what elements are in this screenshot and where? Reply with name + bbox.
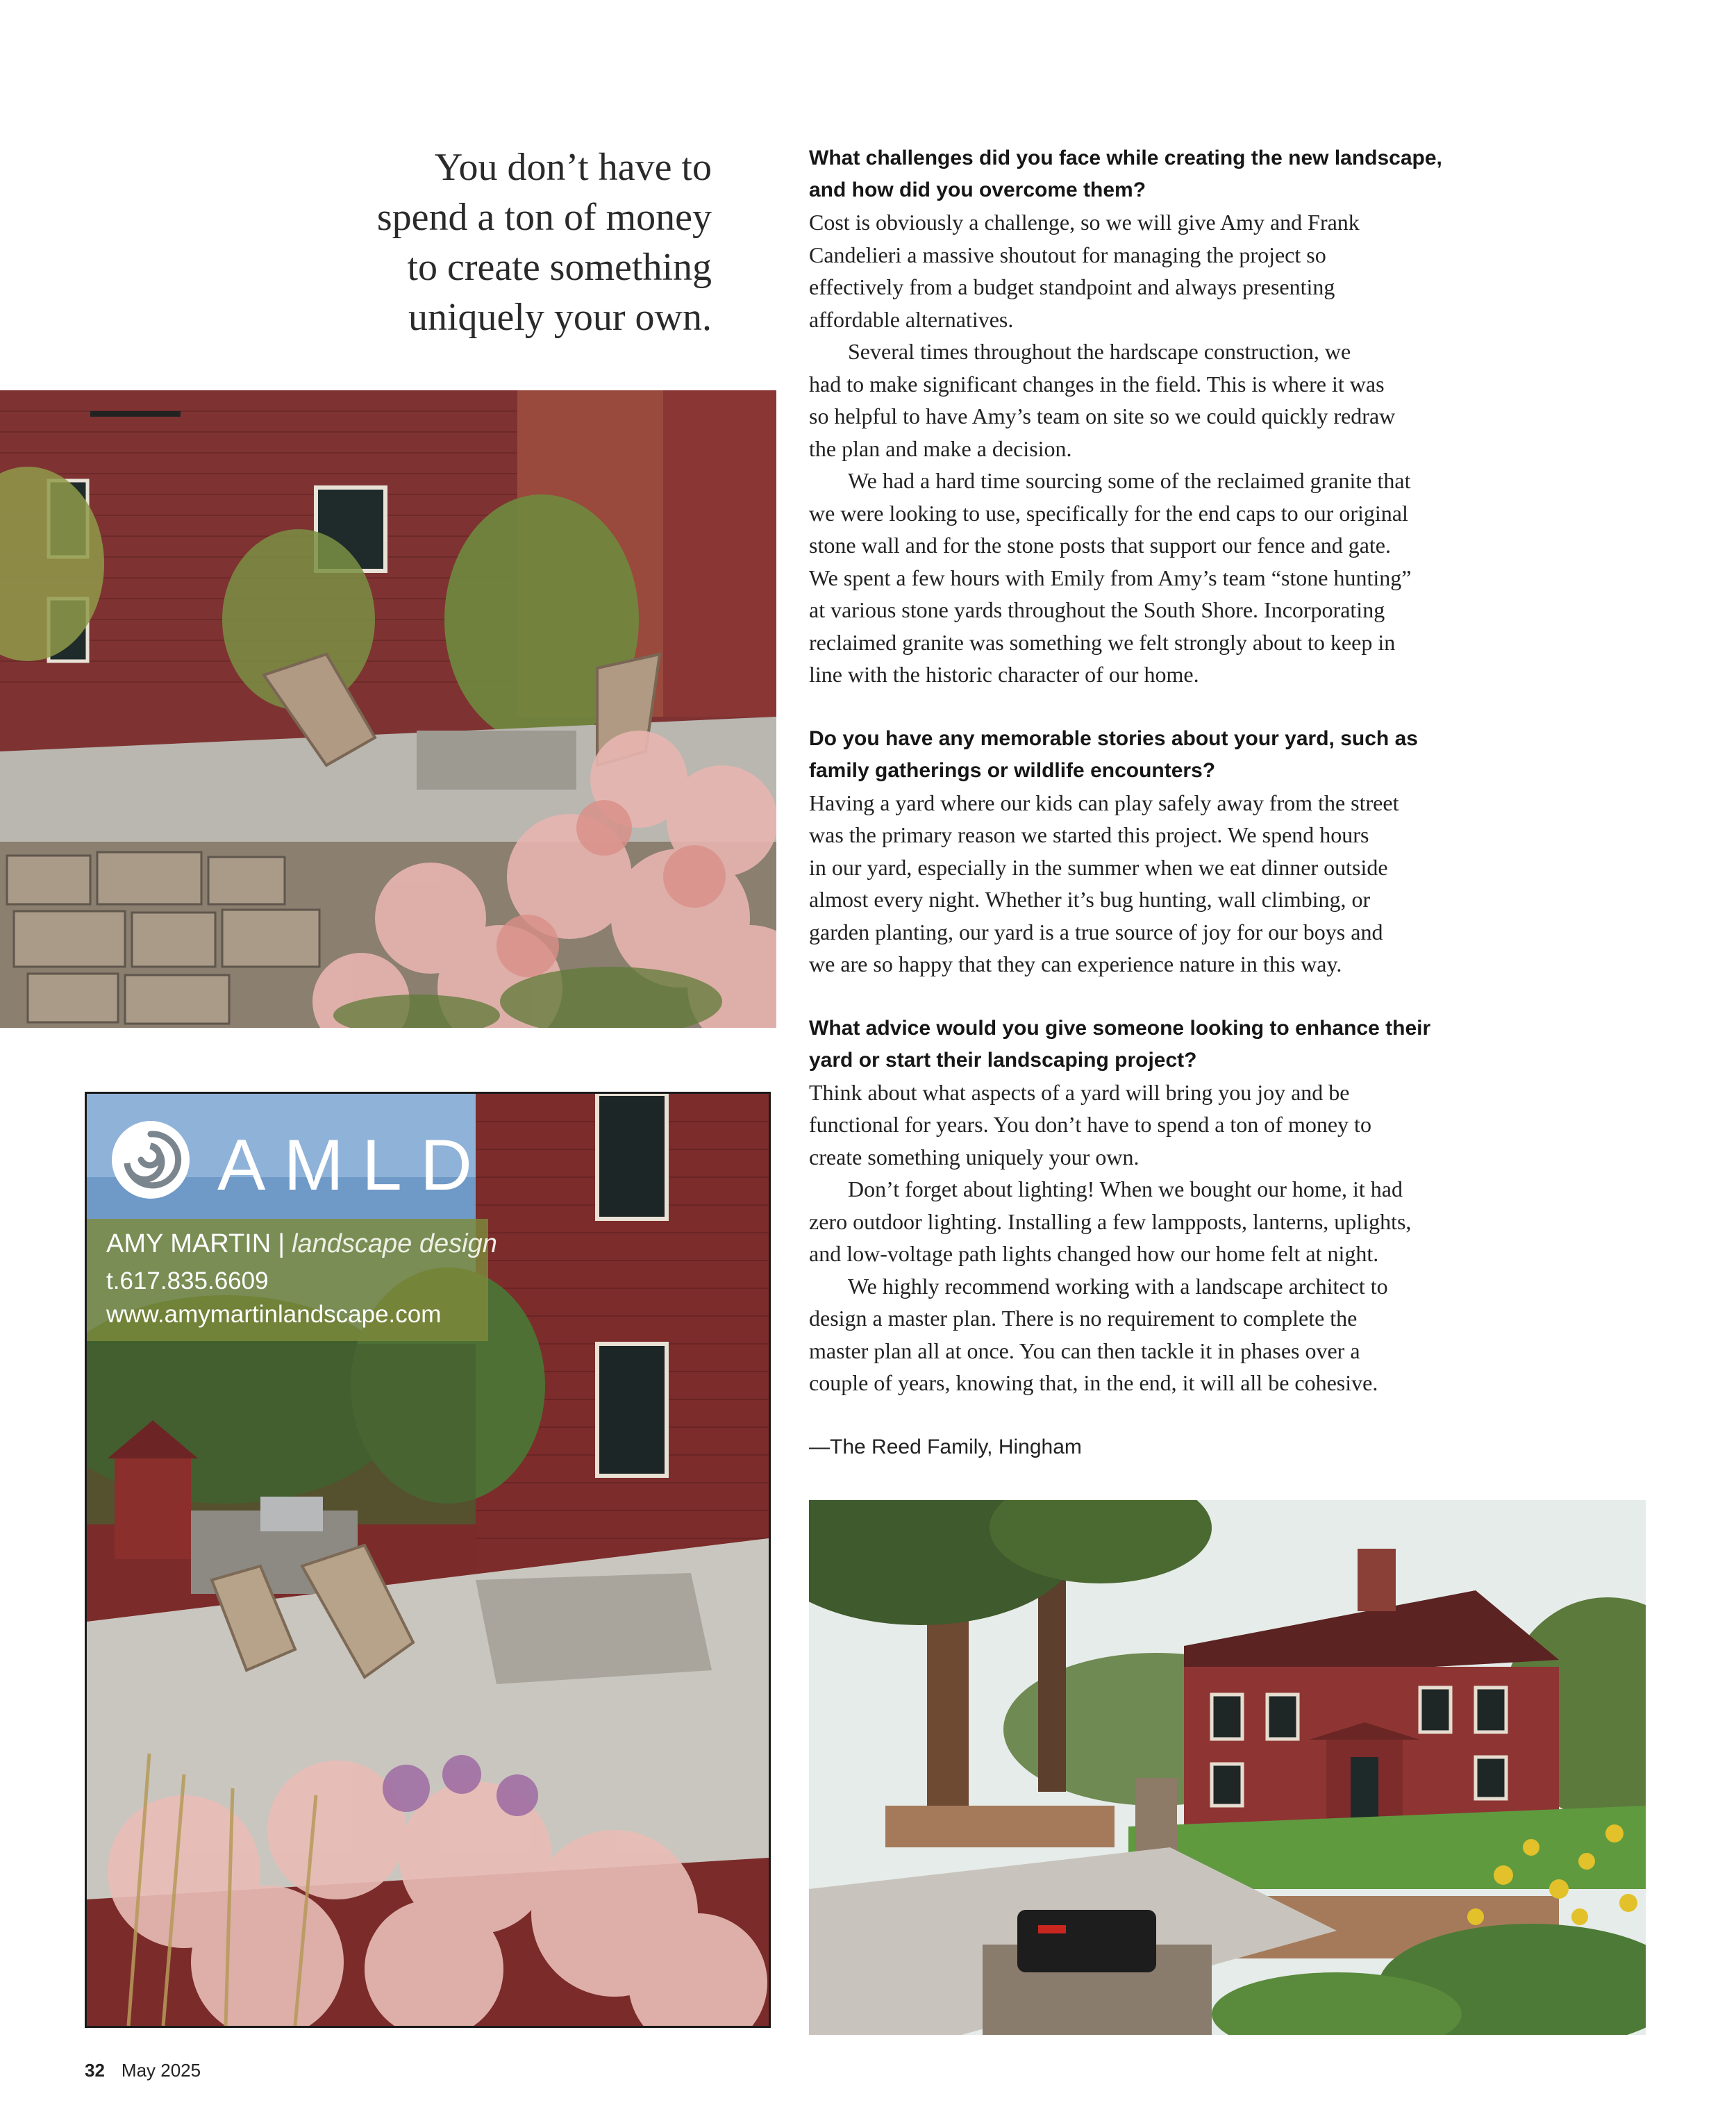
text-line: almost every night. Whether it’s bug hunting, wall climbing, or [809,887,1371,912]
qa-block-challenges [809,142,1510,691]
text-line: the plan and make a decision. [809,435,1072,461]
text-line: stone wall and for the stone posts that support our fence and gate. [809,533,1391,558]
pull-quote-line: You don’t have to [434,146,712,189]
question-line: yard or start their landscaping project? [809,1048,1197,1072]
article-signature: —The Reed Family, Hingham [809,1435,1082,1458]
pull-quote-line: to create something [407,246,712,289]
question-heading [809,1013,1510,1076]
question-line: What advice would you give someone looking to enhance their [809,1016,1431,1040]
article-body [809,142,1510,1463]
ad-company-name [106,1229,497,1259]
qa-block-stories [809,723,1510,981]
answer-paragraph [809,1173,1510,1270]
qa-block-advice [809,1013,1510,1399]
text-line: effectively from a budget standpoint and always presenting [809,274,1335,299]
text-line: Think about what aspects of a yard will bring you joy and be [809,1079,1350,1105]
text-line: garden planting, our yard is a true source of joy for our boys and [809,919,1383,945]
amld-logo-text: AMLD [217,1125,490,1206]
text-line: We had a hard time sourcing some of the reclaimed granite that [848,468,1411,493]
ad-separator: | [278,1229,285,1258]
text-line: Having a yard where our kids can play safely away from the street [809,790,1399,815]
text-line: we are so happy that they can experience nature in this way. [809,951,1342,976]
text-line: Candelieri a massive shoutout for managing the project so [809,242,1326,267]
text-line: reclaimed granite was something we felt strongly about to keep in [809,629,1396,655]
question-line: What challenges did you face while creating the new landscape, [809,147,1442,169]
text-line: line with the historic character of our home. [809,662,1199,687]
answer-paragraph [809,1270,1510,1399]
amld-logo [106,1115,495,1205]
answer-paragraph [809,465,1510,691]
text-line: create something uniquely your own. [809,1144,1140,1170]
text-line: Don’t forget about lighting! When we bought our home, it had [848,1176,1403,1201]
question-heading [809,723,1510,787]
text-line: functional for years. You don’t have to spend a ton of money to [809,1112,1371,1137]
text-line: and low-voltage path lights changed how our home felt at night. [809,1241,1379,1266]
text-line: We highly recommend working with a landscape architect to [848,1273,1388,1299]
answer-paragraph [809,787,1510,981]
text-line: design a master plan. There is no requirement to complete the [809,1306,1358,1331]
question-line: family gatherings or wildlife encounters? [809,758,1216,782]
ad-name-text: AMY MARTIN [106,1229,272,1258]
text-line: master plan all at once. You can then tackle it in phases over a [809,1338,1360,1363]
ad-website-link[interactable]: www.amymartinlandscape.com [106,1301,442,1328]
page-folio [85,2060,201,2081]
text-line: was the primary reason we started this project. We spend hours [809,822,1369,847]
text-line: so helpful to have Amy’s team on site so we could quickly redraw [809,403,1396,429]
text-line: affordable alternatives. [809,306,1014,332]
question-line: and how did you overcome them? [809,178,1146,201]
text-line: We spent a few hours with Emily from Amy’s team “stone hunting” [809,565,1412,590]
text-line: zero outdoor lighting. Installing a few lampposts, lanterns, uplights, [809,1208,1412,1234]
answer-paragraph [809,1076,1510,1174]
text-line: Several times throughout the hardscape construction, we [848,339,1351,364]
patio-photo [0,390,776,1028]
ad-tagline: landscape design [292,1229,497,1258]
answer-paragraph [809,206,1510,335]
text-line: we were looking to use, specifically for the end caps to our original [809,500,1408,526]
issue-date: May 2025 [121,2060,201,2081]
text-line: at various stone yards throughout the South Shore. Incorporating [809,597,1385,622]
question-line: Do you have any memorable stories about your yard, such as [809,726,1418,750]
page-number: 32 [85,2060,105,2081]
question-heading [809,142,1510,206]
house-photo [809,1500,1646,2035]
amld-advertisement[interactable] [85,1092,771,2028]
text-line: in our yard, especially in the summer when we eat dinner outside [809,854,1388,880]
answer-paragraph [809,335,1510,465]
pull-quote [306,142,712,342]
text-line: couple of years, knowing that, in the end, it will all be cohesive. [809,1370,1378,1395]
ad-phone[interactable]: t.617.835.6609 [106,1267,269,1295]
pull-quote-line: uniquely your own. [408,296,712,339]
pull-quote-line: spend a ton of money [376,196,712,239]
text-line: had to make significant changes in the field. This is where it was [809,371,1385,397]
text-line: Cost is obviously a challenge, so we will give Amy and Frank [809,210,1360,235]
